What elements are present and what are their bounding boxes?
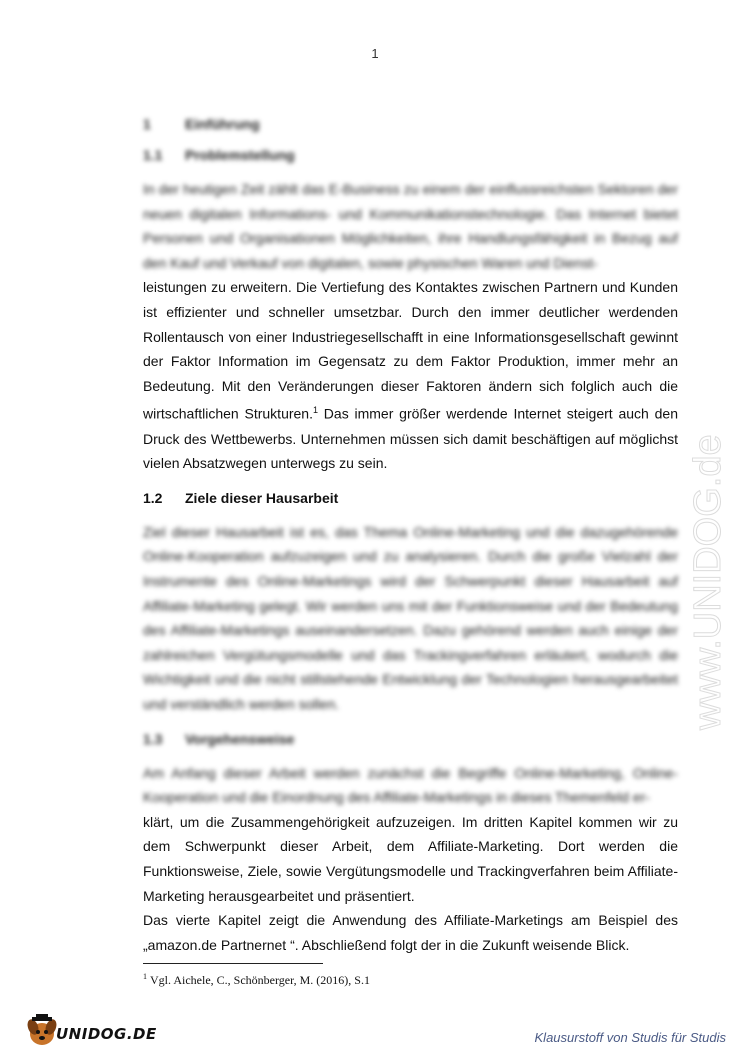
footnote-divider <box>143 963 323 964</box>
logo-text: UNIDOG.DE <box>56 1024 157 1043</box>
heading-title: Einführung <box>185 116 260 132</box>
paragraph-1-2-blurred: Ziel dieser Hausarbeit ist es, das Thema Online-Marketing und die dazugehörende Online-Kooperation aufzuzeigen und zu analysieren. Durch die große Vielzahl der Instrumente des Online-Marketings wird der Schwerpunkt dieser Hausarbeit auf Affiliate-Marketing gelegt. Wir werden uns mit der Funktionsweise und der Bedeutung des Affiliate-Marketings auseinandersetzen. Dazu gehörend werden auch einige der zahlreichen Vergütungsmodelle und das Trackingverfahren erläutert, wodurch die Wichtigkeit und die nicht stillstehende Entwicklung der Technologien herausgearbeitet und verständlich werden sollen. <box>143 523 678 712</box>
heading-title: Vorgehensweise <box>185 730 295 747</box>
watermark <box>690 280 730 740</box>
tagline: Klausurstoff von Studis für Studis <box>534 1030 726 1045</box>
paragraph-1-1: leistungen zu erweitern. Die Vertiefung des Kontaktes zwischen Partnern und Kunden ist effizienter und schneller umsetzbar. Durch den immer deutlicher werdenden Rollentausch von einer Industriegesellschafft in eine Informationsgesellschaft gewinnt der Faktor Information im Gegensatz zu dem Faktor Produktion, immer mehr an Bedeutung. Mit den Veränderungen dieser Faktoren ändern sich folglich auch die wirtschaftlichen Strukturen.$^1$ Das immer größer werdende Internet steigert auch den Druck des Wettbewerbs. Unternehmen müssen sich damit beschäftigen auf möglichst vielen Absatzwegen unterwegs zu sein. <box>143 279 678 472</box>
footnote-reference[interactable]: 1 <box>312 405 318 416</box>
paragraph-1-1-blurred: In der heutigen Zeit zählt das E-Business zu einem der einflussreichsten Sektoren der neuen digitalen Informations- und Kommunikationstechnologie. Das Internet bietet Personen und Organisationen Möglichkeiten, ihre Handlungsfähigkeit in Bezug auf den Kauf und Verkauf von digitalen, sowie physischen Waren und Dienst- <box>143 181 678 271</box>
heading-1-3 <box>143 727 678 751</box>
unidog-logo[interactable] <box>22 1014 157 1053</box>
footnote-mark: 1 <box>143 972 147 981</box>
heading-number: 1.2 <box>143 489 163 506</box>
paragraph-1-3: klärt, um die Zusammengehörigkeit aufzuzeigen. Im dritten Kapitel kommen wir zu dem Schwerpunkt dieser Arbeit, dem Affiliate-Marketing. Dort werden die Funktionsweise, Ziele, sowie Vergütungsmodelle und Trackingverfahren beim Affiliate-Marketing herausgearbeitet und präsentiert. <box>143 813 678 904</box>
heading-number: 1.3 <box>143 730 163 747</box>
heading-number: 1 <box>143 116 151 132</box>
watermark-text: www.UNIDOG.de <box>690 434 729 730</box>
paragraph-1-3-second: Das vierte Kapitel zeigt die Anwendung des Affiliate-Marketings am Beispiel des „amazon.de Partnernet “. Abschließend folgt der in die Zukunft weisende Blick. <box>143 912 678 953</box>
heading-1-2 <box>143 486 678 510</box>
heading-number: 1.1 <box>143 147 163 163</box>
paragraph-1-3-blurred: Am Anfang dieser Arbeit werden zunächst die Begriffe Online-Marketing, Online-Kooperation und die Einordnung des Affiliate-Marketings in dieses Themenfeld er- <box>143 764 678 806</box>
heading-title: Problemstellung <box>185 147 295 163</box>
document-body <box>143 112 678 957</box>
page-number: 1 <box>371 46 379 61</box>
heading-title: Ziele dieser Hausarbeit <box>185 489 339 506</box>
footnote-text: Vgl. Aichele, C., Schönberger, M. (2016), S.1 <box>150 973 370 987</box>
heading-1-1 <box>143 143 678 167</box>
heading-1 <box>143 112 678 136</box>
footnote <box>143 972 370 988</box>
